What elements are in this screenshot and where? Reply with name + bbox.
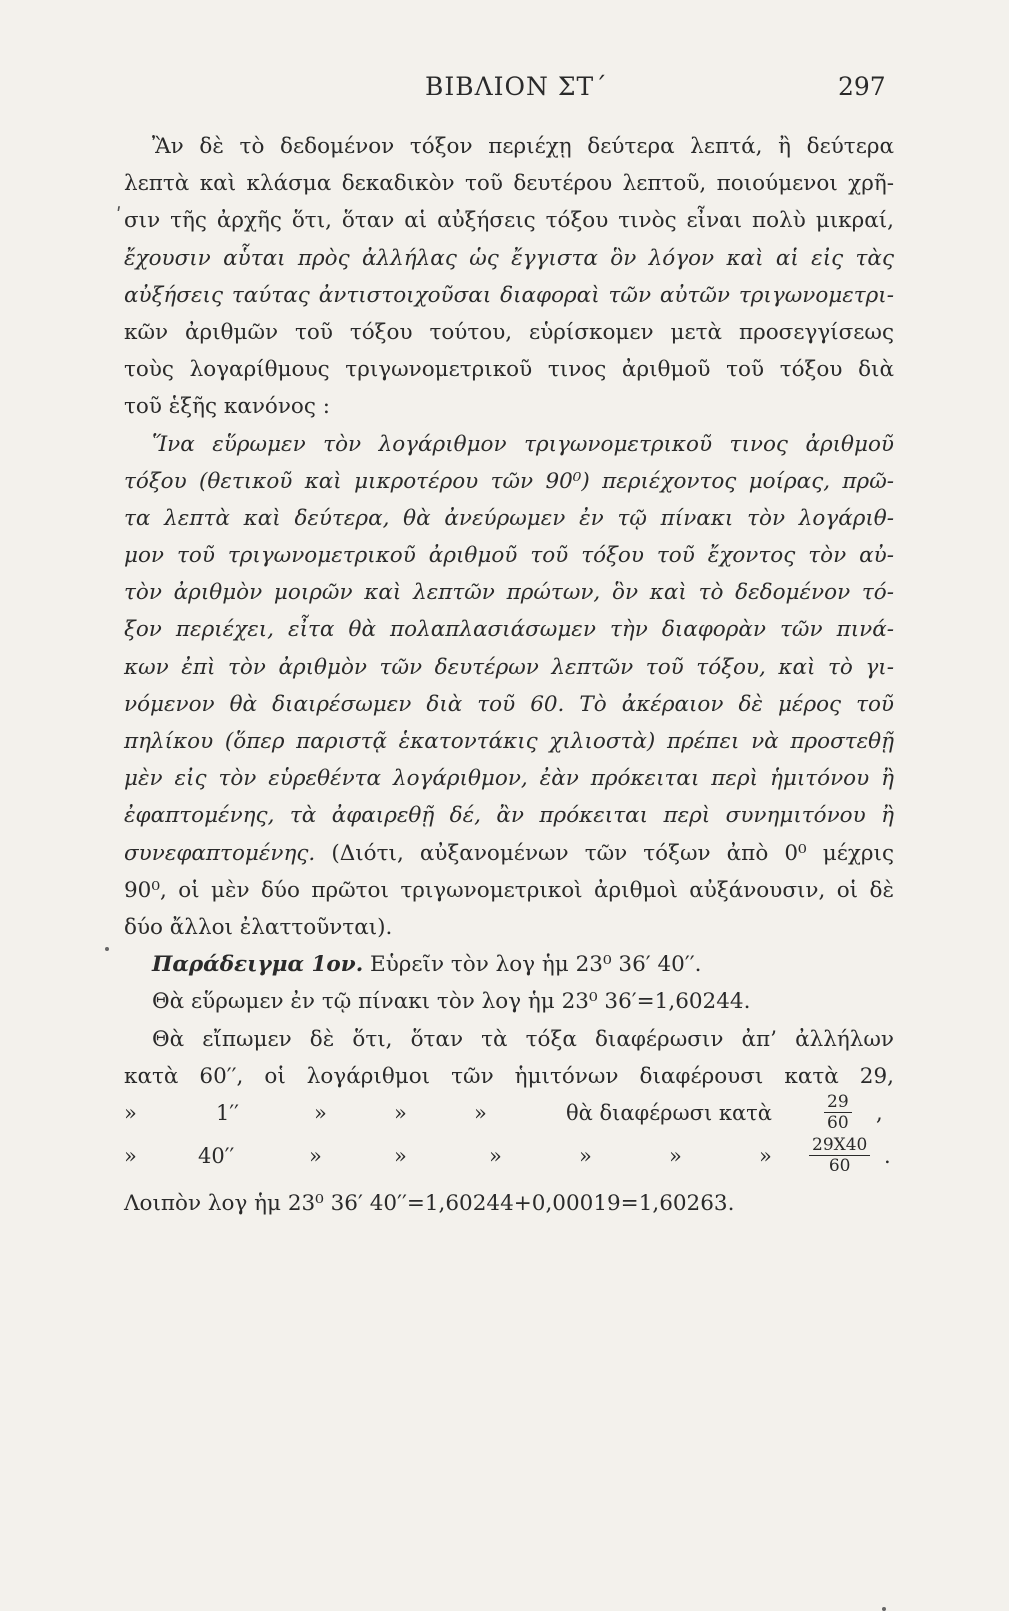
final-result-line: Λοιπὸν λογ ἡμ 23⁰ 36′ 40′′=1,60244+0,00019=1,60263. bbox=[124, 1190, 735, 1216]
rule-line: μὲν εἰς τὸν εὑρεθέντα λογάριθμον, ἐὰν πρόκειται περὶ ἡμιτόνου ἢ bbox=[124, 766, 894, 792]
ditto-mark: » bbox=[474, 1100, 487, 1125]
row-mark: » bbox=[124, 1100, 137, 1125]
margin-dot bbox=[882, 1607, 886, 1611]
ditto-row-2 bbox=[124, 1134, 894, 1181]
rule-line: τὸν ἀριθμὸν μοιρῶν καὶ λεπτῶν πρώτων, ὃν καὶ τὸ δεδομένον τό- bbox=[124, 580, 894, 606]
text-line: σιν τῆς ἀρχῆς ὅτι, ὅταν αἱ αὐξήσεις τόξου τινὸς εἶναι πολὺ μικραί, bbox=[124, 208, 894, 234]
text-line: λεπτὰ καὶ κλάσμα δεκαδικὸν τοῦ δευτέρου λεπτοῦ, ποιούμενοι χρῆ- bbox=[124, 171, 894, 197]
ditto-mark: » bbox=[489, 1143, 502, 1168]
page-body bbox=[124, 128, 894, 1222]
text-line: τοὺς λογαρίθμους τριγωνομετρικοῦ τινος ἀριθμοῦ τοῦ τόξου διὰ bbox=[124, 357, 894, 383]
rule-line: τόξου (θετικοῦ καὶ μικροτέρου τῶν 90⁰) περιέχοντος μοίρας, πρῶ- bbox=[124, 468, 894, 494]
text-line: Ἂν δὲ τὸ δεδομένον τόξον περιέχῃ δεύτερα λεπτά, ἢ δεύτερα bbox=[152, 134, 894, 159]
text-line: ἔχουσιν αὗται πρὸς ἀλλήλας ὡς ἔγγιστα ὃν λόγον καὶ αἱ εἰς τὰς bbox=[124, 245, 894, 271]
row-value: 40′′ bbox=[198, 1143, 235, 1168]
example-text: Εὑρεῖν τὸν λογ ἡμ 23⁰ 36′ 40′′. bbox=[370, 952, 702, 978]
row-trail: , bbox=[876, 1100, 883, 1125]
example-line: Θὰ εὕρωμεν ἐν τῷ πίνακι τὸν λογ ἡμ 23⁰ 36′=1,60244. bbox=[152, 989, 751, 1015]
fraction-denominator: 60 bbox=[828, 1155, 851, 1176]
ditto-row-1 bbox=[124, 1091, 894, 1138]
rule-line: ἐφαπτομένης, τὰ ἀφαιρεθῇ δέ, ἂν πρόκειται περὶ συνημιτόνου ἢ bbox=[124, 803, 894, 829]
rule-line: τα λεπτὰ καὶ δεύτερα, θὰ ἀνεύρωμεν ἐν τῷ πίνακι τὸν λογάριθ- bbox=[124, 505, 894, 531]
margin-dot bbox=[105, 947, 109, 951]
fraction-denominator: 60 bbox=[827, 1112, 849, 1133]
rule-line: δύο ἄλλοι ἐλαττοῦνται). bbox=[124, 914, 393, 940]
fraction bbox=[809, 1135, 870, 1176]
italic-word: συνεφαπτομένης. bbox=[124, 840, 316, 866]
fraction-numerator: 29X40 bbox=[809, 1135, 870, 1156]
text-line: τοῦ ἑξῆς κανόνος : bbox=[124, 394, 330, 420]
rule-line: πηλίκου (ὅπερ παριστᾷ ἑκατοντάκις χιλιοστὰ) πρέπει νὰ προστεθῇ bbox=[124, 729, 894, 754]
ditto-mark: » bbox=[394, 1143, 407, 1168]
row-trail: . bbox=[884, 1143, 891, 1168]
ditto-mark: » bbox=[314, 1100, 327, 1125]
rule-line: κων ἐπὶ τὸν ἀριθμὸν τῶν δευτέρων λεπτῶν τοῦ τόξου, καὶ τὸ γι- bbox=[124, 654, 894, 680]
text-line: αὐξήσεις ταύτας ἀντιστοιχοῦσαι διαφοραὶ τῶν αὐτῶν τριγωνομετρι- bbox=[124, 282, 894, 308]
rule-line: ξον περιέχει, εἶτα θὰ πολαπλασιάσωμεν τὴν διαφορὰν τῶν πινά- bbox=[124, 617, 894, 643]
rule-line bbox=[124, 835, 894, 872]
fraction-numerator: 29 bbox=[824, 1092, 852, 1113]
page-number: 297 bbox=[838, 72, 886, 101]
ditto-mark: » bbox=[309, 1143, 322, 1168]
example-heading bbox=[124, 946, 894, 983]
text-line: κῶν ἀριθμῶν τοῦ τόξου τούτου, εὑρίσκομεν μετὰ προσεγγίσεως bbox=[124, 319, 894, 345]
row-text: θὰ διαφέρωσι κατὰ bbox=[566, 1100, 772, 1125]
example-label: Παράδειγμα 1ον. bbox=[152, 952, 364, 978]
rule-line: μον τοῦ τριγωνομετρικοῦ ἀριθμοῦ τοῦ τόξου τοῦ ἔχοντος τὸν αὐ- bbox=[124, 543, 894, 569]
rule-line: Ἵνα εὕρωμεν τὸν λογάριθμον τριγωνομετρικοῦ τινος ἀριθμοῦ bbox=[152, 431, 894, 457]
rule-line: 90⁰, οἱ μὲν δύο πρῶτοι τριγωνομετρικοὶ ἀριθμοὶ αὐξάνουσιν, οἱ δὲ bbox=[124, 877, 894, 903]
ditto-mark: » bbox=[669, 1143, 682, 1168]
ditto-mark: » bbox=[759, 1143, 772, 1168]
normal-text: (Διότι, αὐξανομένων τῶν τόξων ἀπὸ 0⁰ μέχρις bbox=[331, 840, 894, 866]
rule-line: νόμενον θὰ διαιρέσωμεν διὰ τοῦ 60. Τὸ ἀκέραιον δὲ μέρος τοῦ bbox=[124, 691, 894, 717]
fraction bbox=[824, 1092, 852, 1133]
row-value: 1′′ bbox=[216, 1100, 239, 1125]
ditto-mark: » bbox=[394, 1100, 407, 1125]
ditto-mark: » bbox=[579, 1143, 592, 1168]
chapter-title: ΒΙΒΛΙΟΝ ΣΤ΄ bbox=[425, 72, 608, 101]
row-mark: » bbox=[124, 1143, 137, 1168]
example-line: Θὰ εἴπωμεν δὲ ὅτι, ὅταν τὰ τόξα διαφέρωσιν ἀπ’ ἀλλήλων bbox=[152, 1026, 894, 1052]
example-line: κατὰ 60′′, οἱ λογάριθμοι τῶν ἡμιτόνων διαφέρουσι κατὰ 29, bbox=[124, 1063, 894, 1089]
margin-tick: ʹ bbox=[116, 203, 122, 227]
running-header bbox=[0, 72, 1009, 112]
